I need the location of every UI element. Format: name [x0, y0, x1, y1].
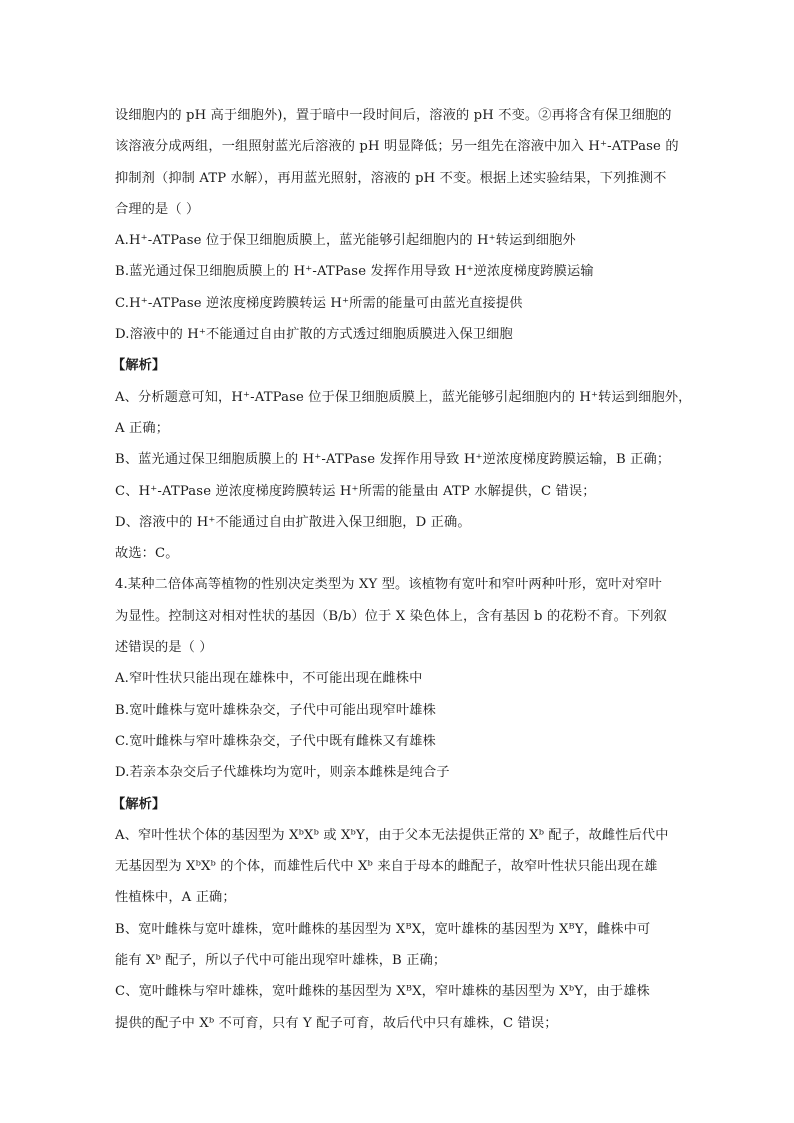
analysis-heading: 【解析】: [112, 796, 166, 812]
analysis-line: 性植株中，A 正确；: [115, 890, 236, 906]
option-a: A.H⁺-ATPase 位于保卫细胞质膜上，蓝光能够引起细胞内的 H⁺转运到细胞外: [115, 233, 576, 249]
question-stem-line: 为显性。控制这对相对性状的基因（B/b）位于 X 染色体上，含有基因 b 的花粉不育。下列叙: [115, 608, 668, 624]
analysis-line: C、宽叶雌株与窄叶雄株，宽叶雌株的基因型为 XᴮX，窄叶雄株的基因型为 XᵇY，由于雄株: [115, 984, 650, 1000]
question-4: [112, 569, 681, 1038]
analysis-line: 能有 Xᵇ 配子，所以子代中可能出现窄叶雄株，B 正确；: [115, 953, 447, 969]
analysis-line: C、H⁺-ATPase 逆浓度梯度跨膜转运 H⁺所需的能量由 ATP 水解提供，C 错误；: [115, 483, 596, 499]
analysis-line: A 正确；: [115, 420, 170, 436]
document-page: [112, 100, 692, 1039]
option-c: C.宽叶雌株与窄叶雄株杂交，子代中既有雌株又有雄株: [115, 733, 436, 749]
question-3: [112, 100, 692, 569]
question-stem-line: 述错误的是（ ）: [115, 640, 213, 656]
question-stem-line: 抑制剂（抑制 ATP 水解），再用蓝光照射，溶液的 pH 不变。根据上述实验结果，下列推测不: [115, 170, 667, 186]
question-stem-line: 该溶液分成两组，一组照射蓝光后溶液的 pH 明显降低；另一组先在溶液中加入 H⁺-ATPase 的: [115, 139, 679, 155]
analysis-line: A、窄叶性状个体的基因型为 XᵇXᵇ 或 XᵇY，由于父本无法提供正常的 Xᵇ 配子，故雌性后代中: [115, 827, 669, 843]
analysis-line: B、宽叶雌株与宽叶雄株，宽叶雌株的基因型为 XᴮX，宽叶雄株的基因型为 XᴮY，雌株中可: [115, 921, 651, 937]
question-stem-line: 合理的是（ ）: [115, 201, 200, 217]
question-stem-line: 4.某种二倍体高等植物的性别决定类型为 XY 型。该植物有宽叶和窄叶两种叶形，宽叶对窄叶: [115, 577, 662, 593]
answer-line: 故选：C。: [115, 546, 179, 562]
analysis-line: B、蓝光通过保卫细胞质膜上的 H⁺-ATPase 发挥作用导致 H⁺逆浓度梯度跨膜运输，B 正确；: [115, 452, 671, 468]
option-b: B.蓝光通过保卫细胞质膜上的 H⁺-ATPase 发挥作用导致 H⁺逆浓度梯度跨膜运输: [115, 264, 594, 280]
question-stem-line: 设细胞内的 pH 高于细胞外)，置于暗中一段时间后，溶液的 pH 不变。②再将含有保卫细胞的: [115, 108, 672, 123]
analysis-line: 无基因型为 XᵇXᵇ 的个体，而雄性后代中 Xᵇ 来自于母本的雌配子，故窄叶性状只能出现在雄: [115, 859, 658, 875]
option-b: B.宽叶雌株与宽叶雄株杂交，子代中可能出现窄叶雄株: [115, 702, 436, 718]
analysis-line: D、溶液中的 H⁺不能通过自由扩散进入保卫细胞，D 正确。: [115, 514, 471, 530]
option-a: A.窄叶性状只能出现在雄株中，不可能出现在雌株中: [115, 671, 423, 687]
analysis-line: A、分析题意可知，H⁺-ATPase 位于保卫细胞质膜上，蓝光能够引起细胞内的 H⁺转运到细胞外，: [115, 389, 692, 405]
option-c: C.H⁺-ATPase 逆浓度梯度跨膜转运 H⁺所需的能量可由蓝光直接提供: [115, 295, 523, 311]
option-d: D.溶液中的 H⁺不能通过自由扩散的方式透过细胞质膜进入保卫细胞: [115, 327, 513, 343]
analysis-heading: 【解析】: [112, 358, 166, 374]
analysis-line: 提供的配子中 Xᵇ 不可育，只有 Y 配子可育，故后代中只有雄株，C 错误；: [115, 1015, 558, 1031]
option-d: D.若亲本杂交后子代雄株均为宽叶，则亲本雌株是纯合子: [115, 765, 450, 781]
